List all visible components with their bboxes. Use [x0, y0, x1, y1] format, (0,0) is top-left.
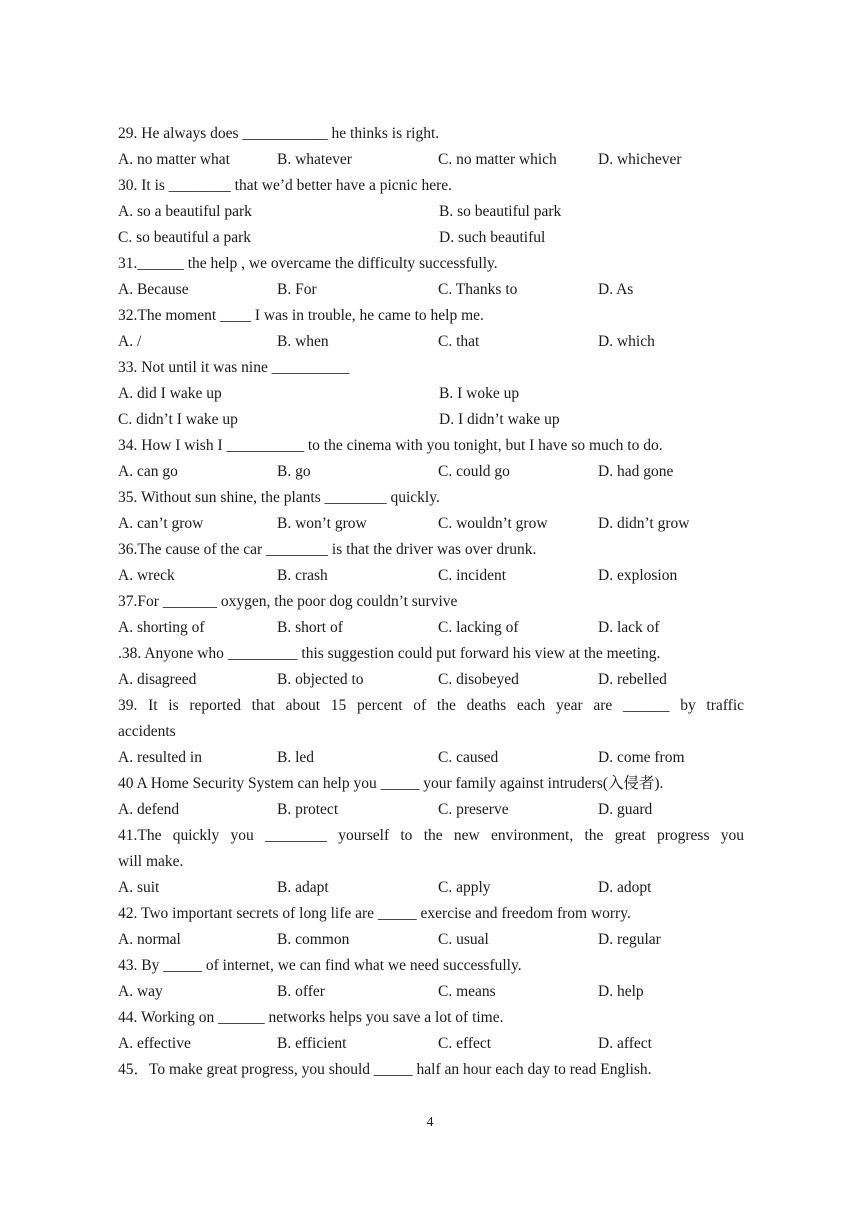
answer-option: B. whatever: [277, 151, 352, 168]
question-text: .38. Anyone who _________ this suggestion could put forward his view at the meeting.: [118, 645, 661, 662]
answer-option: A. wreck: [118, 567, 175, 584]
answer-option: D. such beautiful: [439, 229, 546, 246]
answer-option: B. common: [277, 931, 350, 948]
answer-option: D. I didn’t wake up: [439, 411, 560, 428]
answer-option: B. protect: [277, 801, 339, 818]
answer-option: B. For: [277, 281, 317, 298]
answer-option: B. efficient: [277, 1035, 347, 1052]
answer-option: A. can’t grow: [118, 515, 204, 532]
answer-option: A. did I wake up: [118, 385, 222, 402]
answer-option: A. can go: [118, 463, 178, 480]
question-text: 44. Working on ______ networks helps you save a lot of time.: [118, 1009, 504, 1026]
answer-option: C. caused: [438, 749, 499, 766]
answer-option: B. when: [277, 333, 329, 350]
answer-option: D. guard: [598, 801, 653, 818]
question-text: 40 A Home Security System can help you _____ your family against intruders(入侵者).: [118, 775, 664, 792]
answer-option: A. resulted in: [118, 749, 202, 766]
answer-option: B. I woke up: [439, 385, 520, 402]
answer-option: A. normal: [118, 931, 181, 948]
answer-option: B. won’t grow: [277, 515, 367, 532]
answer-option: D. didn’t grow: [598, 515, 690, 532]
answer-option: D. lack of: [598, 619, 660, 636]
answer-option: D. help: [598, 983, 644, 1000]
question-text: 45．To make great progress, you should _____ half an hour each day to read English.: [118, 1061, 652, 1078]
options-row: [118, 875, 744, 901]
question-text: 43. By _____ of internet, we can find what we need successfully.: [118, 957, 522, 974]
options-row: [118, 277, 744, 303]
answer-option: A. shorting of: [118, 619, 205, 636]
answer-option: C. apply: [438, 879, 491, 896]
answer-option: A. /: [118, 333, 142, 350]
answer-option: A. suit: [118, 879, 160, 896]
options-row: [118, 225, 744, 251]
answer-option: C. that: [438, 333, 480, 350]
answer-option: D. whichever: [598, 151, 682, 168]
question-text: 33. Not until it was nine __________: [118, 359, 350, 376]
question-list: [118, 121, 744, 1083]
question-text: 37.For _______ oxygen, the poor dog couldn’t survive: [118, 593, 458, 610]
answer-option: C. means: [438, 983, 496, 1000]
answer-option: C. didn’t I wake up: [118, 411, 238, 428]
options-row: [118, 667, 744, 693]
question-text: 29. He always does ___________ he thinks is right.: [118, 125, 440, 142]
question-text: 34. How I wish I __________ to the cinema with you tonight, but I have so much to do.: [118, 437, 663, 454]
answer-option: B. adapt: [277, 879, 329, 896]
answer-option: A. effective: [118, 1035, 191, 1052]
answer-option: A. Because: [118, 281, 189, 298]
answer-option: C. lacking of: [438, 619, 519, 636]
question-text: 32.The moment ____ I was in trouble, he came to help me.: [118, 307, 484, 324]
options-row: [118, 329, 744, 355]
answer-option: B. offer: [277, 983, 325, 1000]
options-row: [118, 563, 744, 589]
answer-option: B. short of: [277, 619, 343, 636]
answer-option: A. defend: [118, 801, 180, 818]
answer-option: A. disagreed: [118, 671, 197, 688]
answer-option: C. preserve: [438, 801, 509, 818]
question-text: 31.______ the help , we overcame the difficulty successfully.: [118, 255, 498, 272]
options-row: [118, 1031, 744, 1057]
page-number: 4: [426, 1115, 434, 1130]
question-text: 35. Without sun shine, the plants ________ quickly.: [118, 489, 440, 506]
answer-option: B. objected to: [277, 671, 364, 688]
options-row: [118, 199, 744, 225]
answer-option: D. As: [598, 281, 634, 298]
answer-option: D. come from: [598, 749, 685, 766]
options-row: [118, 459, 744, 485]
question-text: 41.The quickly you ________ yourself to the new environment, the great progress you: [118, 827, 744, 844]
question-text: 30. It is ________ that we’d better have a picnic here.: [118, 177, 452, 194]
options-row: [118, 797, 744, 823]
answer-option: C. usual: [438, 931, 489, 948]
answer-option: B. so beautiful park: [439, 203, 562, 220]
options-row: [118, 927, 744, 953]
question-text: will make.: [118, 853, 184, 870]
answer-option: A. way: [118, 983, 163, 1000]
question-text: 39. It is reported that about 15 percent of the deaths each year are ______ by traffic: [118, 697, 744, 714]
answer-option: D. had gone: [598, 463, 674, 480]
answer-option: C. incident: [438, 567, 507, 584]
answer-option: C. effect: [438, 1035, 492, 1052]
question-text: 42. Two important secrets of long life are _____ exercise and freedom from worry.: [118, 905, 631, 922]
options-row: [118, 147, 744, 173]
answer-option: B. led: [277, 749, 315, 766]
options-row: [118, 615, 744, 641]
answer-option: A. so a beautiful park: [118, 203, 252, 220]
options-row: [118, 381, 744, 407]
answer-option: C. no matter which: [438, 151, 557, 168]
answer-option: D. which: [598, 333, 655, 350]
answer-option: D. affect: [598, 1035, 652, 1052]
answer-option: C. so beautiful a park: [118, 229, 252, 246]
answer-option: B. crash: [277, 567, 328, 584]
options-row: [118, 407, 744, 433]
answer-option: C. wouldn’t grow: [438, 515, 548, 532]
answer-option: D. explosion: [598, 567, 678, 584]
options-row: [118, 979, 744, 1005]
answer-option: C. disobeyed: [438, 671, 519, 688]
answer-option: D. adopt: [598, 879, 652, 896]
answer-option: D. regular: [598, 931, 661, 948]
answer-option: C. could go: [438, 463, 510, 480]
answer-option: A. no matter what: [118, 151, 230, 168]
answer-option: D. rebelled: [598, 671, 667, 688]
question-text: 36.The cause of the car ________ is that the driver was over drunk.: [118, 541, 537, 558]
answer-option: B. go: [277, 463, 311, 480]
options-row: [118, 511, 744, 537]
question-text: accidents: [118, 723, 176, 740]
options-row: [118, 745, 744, 771]
answer-option: C. Thanks to: [438, 281, 518, 298]
